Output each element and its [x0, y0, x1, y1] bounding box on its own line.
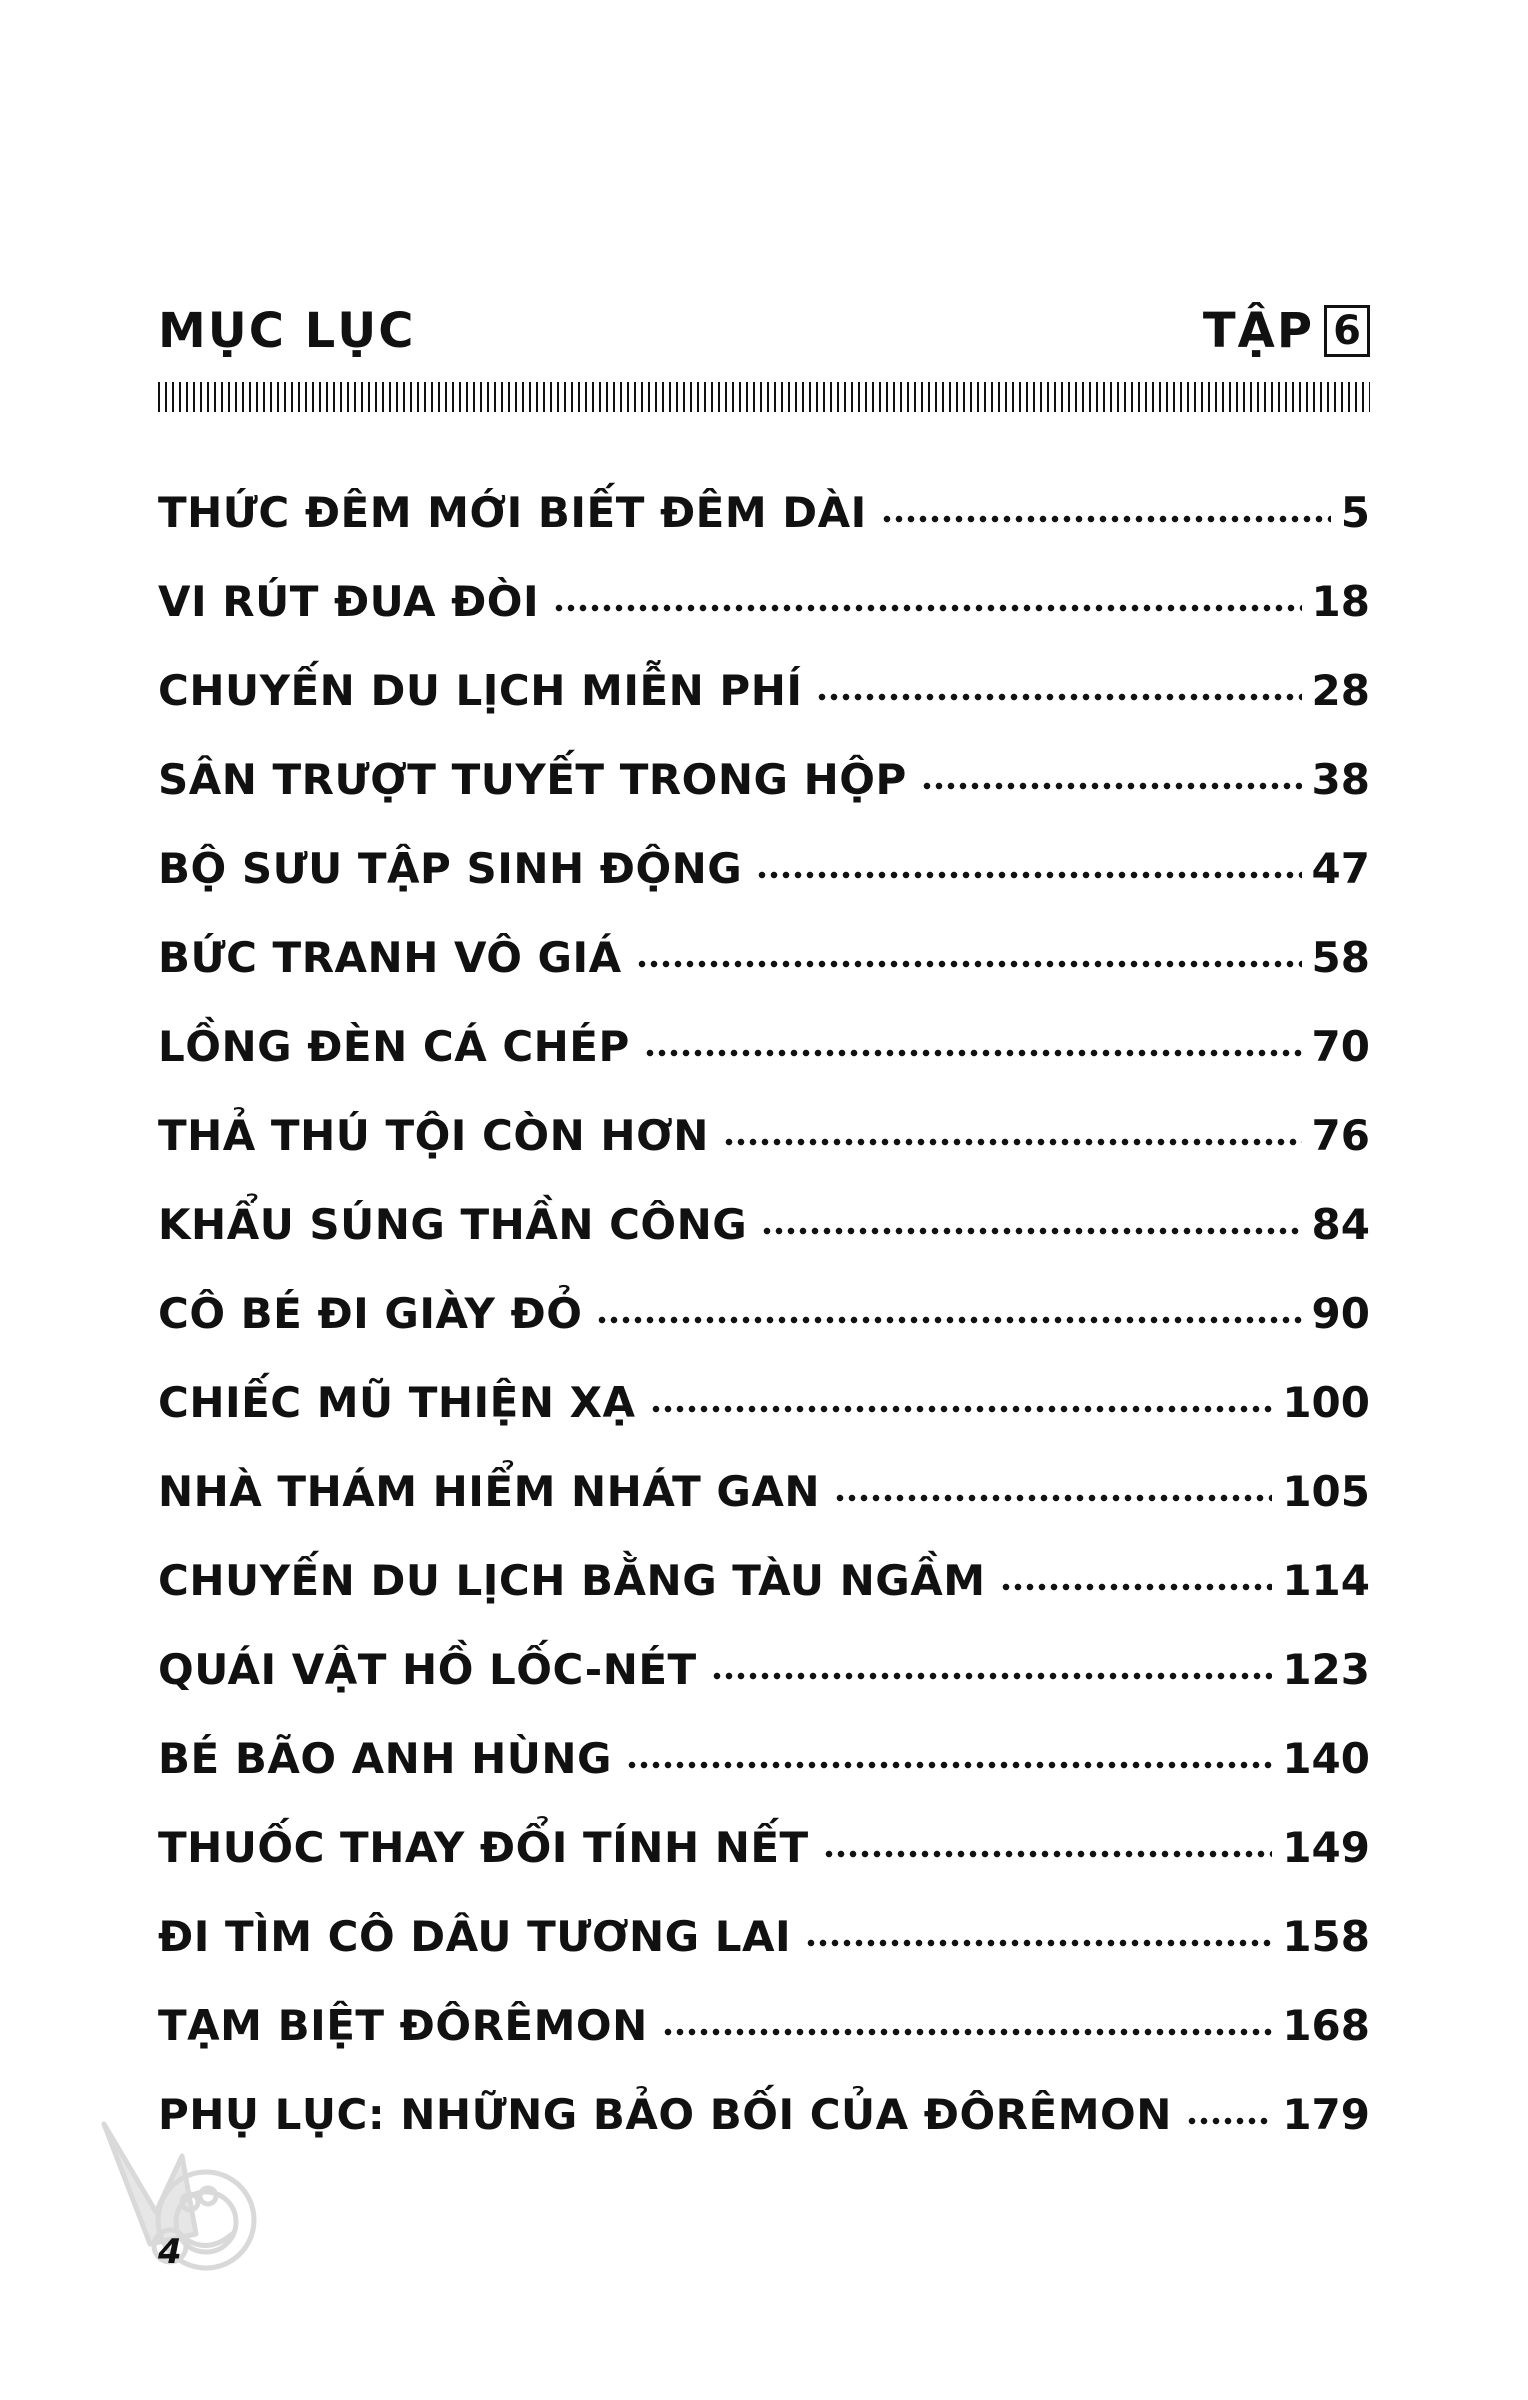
page-title: MỤC LỤC: [158, 303, 416, 359]
toc-entry-title: PHỤ LỤC: NHỮNG BẢO BỐI CỦA ĐÔRÊMON: [158, 2090, 1172, 2139]
toc-entry[interactable]: [158, 646, 1370, 735]
dotted-leader: [921, 782, 1302, 790]
toc-entry[interactable]: [158, 1091, 1370, 1180]
dotted-leader: [636, 960, 1302, 968]
toc-entry-page-number: 179: [1282, 2090, 1370, 2139]
toc-entry-page-number: 168: [1282, 2001, 1370, 2050]
toc-entry-page-number: 105: [1282, 1467, 1370, 1516]
toc-entry-title: LỒNG ĐÈN CÁ CHÉP: [158, 1022, 630, 1071]
dotted-leader: [723, 1138, 1302, 1146]
toc-list: [158, 468, 1370, 2159]
toc-entry-page-number: 18: [1311, 577, 1370, 626]
toc-entry[interactable]: [158, 1625, 1370, 1714]
toc-entry-page-number: 47: [1311, 844, 1370, 893]
toc-entry[interactable]: [158, 1536, 1370, 1625]
toc-entry[interactable]: [158, 1358, 1370, 1447]
dotted-leader: [662, 2028, 1273, 2036]
dotted-leader: [823, 1850, 1273, 1858]
toc-entry-title: CHUYẾN DU LỊCH MIỄN PHÍ: [158, 666, 803, 715]
toc-entry[interactable]: [158, 1981, 1370, 2070]
toc-entry[interactable]: [158, 913, 1370, 1002]
dotted-leader: [626, 1761, 1272, 1769]
dotted-leader: [756, 871, 1301, 879]
toc-entry-page-number: 123: [1282, 1645, 1370, 1694]
toc-entry-title: VI RÚT ĐUA ĐÒI: [158, 577, 540, 626]
toc-entry[interactable]: [158, 2070, 1370, 2159]
dotted-leader: [650, 1405, 1273, 1413]
toc-entry-title: ĐI TÌM CÔ DÂU TƯƠNG LAI: [158, 1912, 792, 1961]
toc-entry-title: THUỐC THAY ĐỔI TÍNH NẾT: [158, 1823, 809, 1872]
toc-entry-page-number: 70: [1311, 1022, 1370, 1071]
toc-entry[interactable]: [158, 1714, 1370, 1803]
toc-entry-title: SÂN TRƯỢT TUYẾT TRONG HỘP: [158, 755, 907, 804]
page-number: 4: [158, 2232, 182, 2272]
dotted-leader: [1186, 2117, 1272, 2125]
toc-entry-title: KHẨU SÚNG THẦN CÔNG: [158, 1200, 748, 1249]
toc-entry[interactable]: [158, 468, 1370, 557]
dotted-leader: [1000, 1583, 1273, 1591]
toc-entry-page-number: 100: [1282, 1378, 1370, 1427]
toc-entry[interactable]: [158, 735, 1370, 824]
toc-header: [158, 296, 1370, 366]
volume-number-box: 6: [1324, 305, 1370, 357]
toc-entry[interactable]: [158, 1002, 1370, 1091]
toc-entry-title: BỘ SƯU TẬP SINH ĐỘNG: [158, 844, 743, 893]
toc-entry[interactable]: [158, 1180, 1370, 1269]
dotted-leader: [834, 1494, 1272, 1502]
toc-entry-page-number: 5: [1340, 488, 1370, 537]
dotted-leader: [761, 1227, 1301, 1235]
toc-entry-title: CÔ BÉ ĐI GIÀY ĐỎ: [158, 1289, 583, 1338]
dotted-leader: [644, 1049, 1302, 1057]
toc-entry-title: THẢ THÚ TỘI CÒN HƠN: [158, 1111, 709, 1160]
toc-entry-title: NHÀ THÁM HIỂM NHÁT GAN: [158, 1467, 820, 1516]
toc-entry-page-number: 149: [1282, 1823, 1370, 1872]
toc-entry-page-number: 114: [1282, 1556, 1370, 1605]
toc-entry-page-number: 58: [1311, 933, 1370, 982]
toc-entry-title: CHUYẾN DU LỊCH BẰNG TÀU NGẦM: [158, 1556, 986, 1605]
toc-entry-title: QUÁI VẬT HỒ LỐC-NÉT: [158, 1645, 697, 1694]
dotted-leader: [805, 1939, 1272, 1947]
toc-entry-page-number: 84: [1311, 1200, 1370, 1249]
toc-entry-page-number: 28: [1311, 666, 1370, 715]
dotted-leader: [881, 515, 1331, 523]
toc-entry[interactable]: [158, 1269, 1370, 1358]
dotted-leader: [553, 604, 1301, 612]
toc-entry[interactable]: [158, 824, 1370, 913]
toc-entry[interactable]: [158, 1447, 1370, 1536]
dotted-leader: [816, 693, 1301, 701]
toc-entry-title: THỨC ĐÊM MỚI BIẾT ĐÊM DÀI: [158, 488, 867, 537]
volume-label: TẬP: [1202, 303, 1314, 359]
toc-entry-page-number: 76: [1311, 1111, 1370, 1160]
toc-entry-page-number: 90: [1311, 1289, 1370, 1338]
toc-entry-title: TẠM BIỆT ĐÔRÊMON: [158, 2001, 648, 2050]
toc-entry-title: BỨC TRANH VÔ GIÁ: [158, 933, 622, 982]
header-divider: [158, 382, 1370, 412]
toc-entry-page-number: 38: [1311, 755, 1370, 804]
toc-entry-title: CHIẾC MŨ THIỆN XẠ: [158, 1378, 636, 1427]
dotted-leader: [711, 1672, 1273, 1680]
toc-entry[interactable]: [158, 1803, 1370, 1892]
toc-entry-title: BÉ BÃO ANH HÙNG: [158, 1734, 612, 1783]
dotted-leader: [596, 1316, 1301, 1324]
toc-entry[interactable]: [158, 1892, 1370, 1981]
toc-entry-page-number: 140: [1282, 1734, 1370, 1783]
volume-indicator: [1203, 296, 1370, 366]
toc-entry[interactable]: [158, 557, 1370, 646]
toc-entry-page-number: 158: [1282, 1912, 1370, 1961]
